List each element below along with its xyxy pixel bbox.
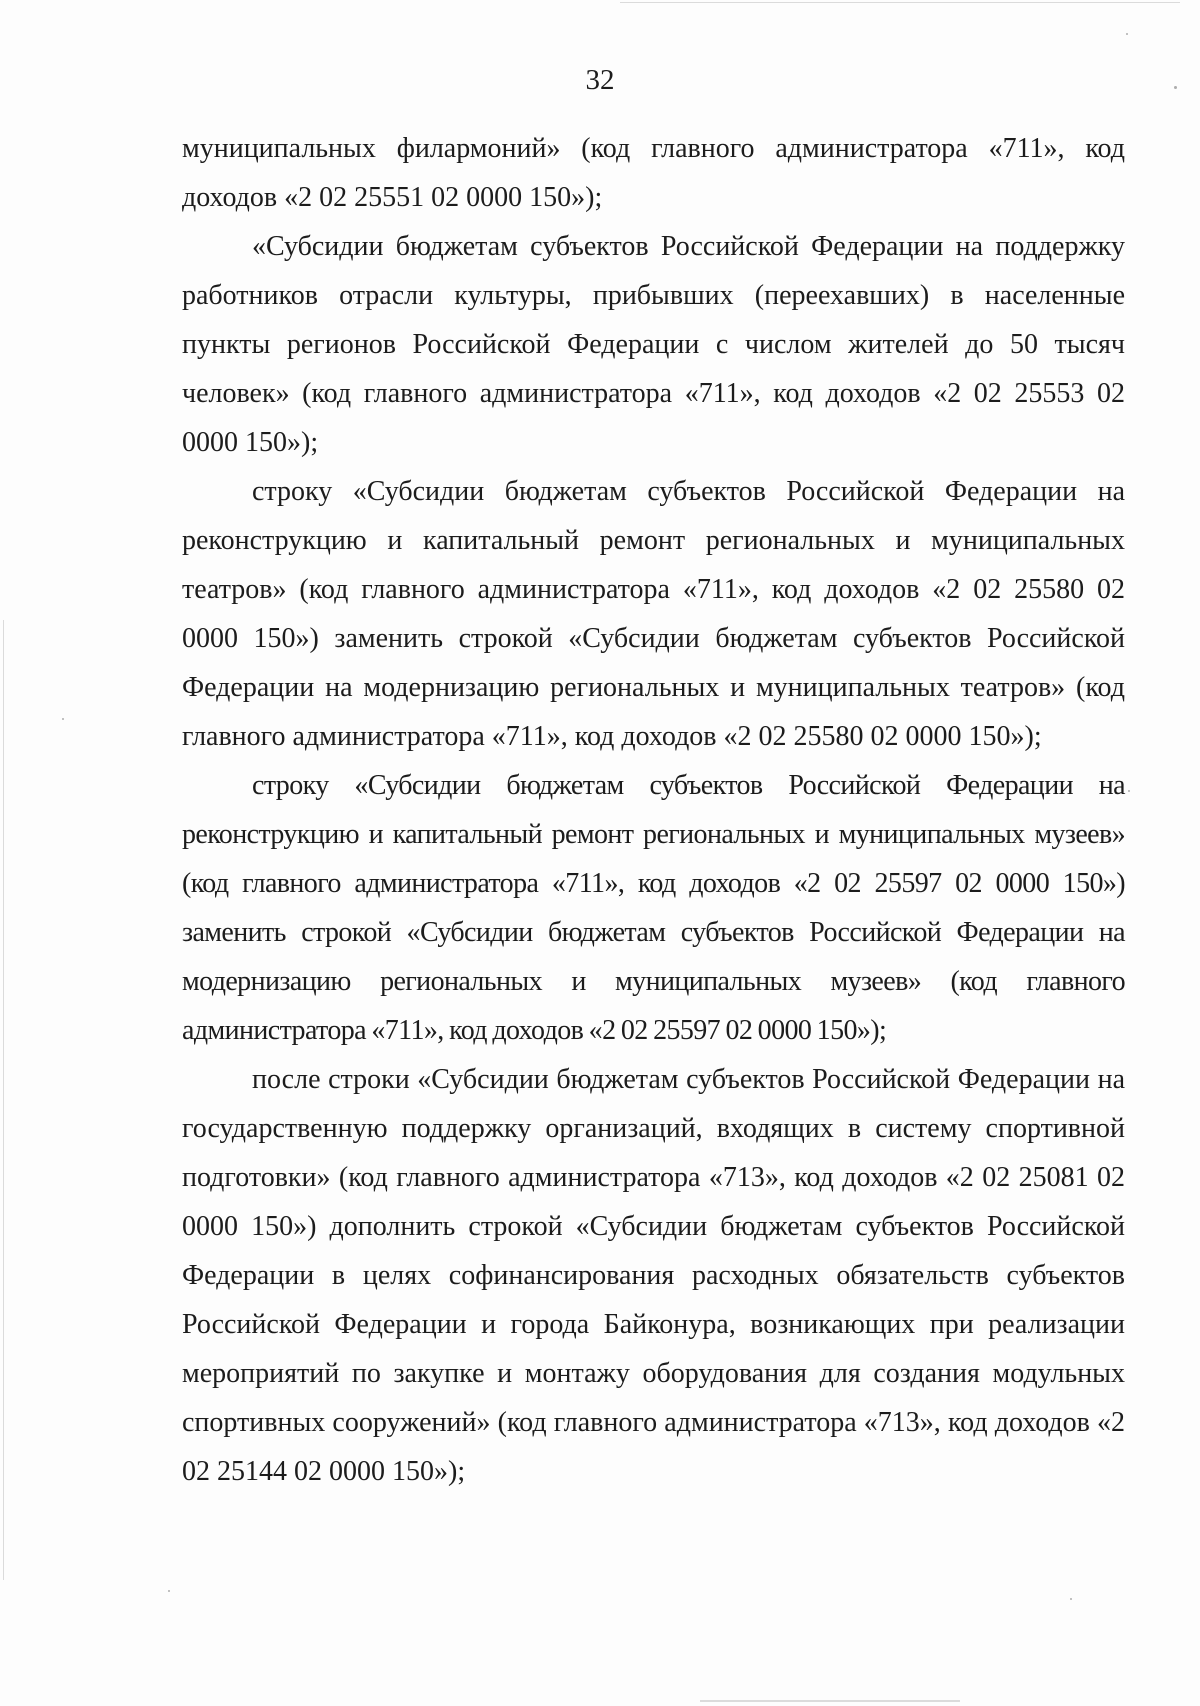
paragraph-continuation: муниципальных филармоний» (код главного администратора «711», код доходов «2 02 25551 02 0000 150»); bbox=[182, 133, 1125, 213]
scan-speck bbox=[168, 1590, 170, 1592]
scan-speck bbox=[1128, 790, 1130, 792]
paragraph-theatres-amendment: строку «Субсидии бюджетам субъектов Российской Федерации на реконструкцию и капитальный ремонт региональных и муниципальных театров» (код главного администратора «711», код доходов «2 02 25580 02 0000 150») заменить строкой «Субсидии бюджетам субъектов Российской Федерации на модернизацию региональных и муниципальных театров» (код главного администратора «711», код доходов «2 02 25580 02 0000 150»); bbox=[182, 476, 1125, 752]
scan-edge-left bbox=[3, 620, 4, 1580]
scan-edge-top bbox=[620, 2, 1180, 3]
scan-speck bbox=[1174, 86, 1177, 89]
paragraph-sports-facilities-addition: после строки «Субсидии бюджетам субъектов Российской Федерации на государственную поддержку организаций, входящих в систему спортивной подготовки» (код главного администратора «713», код доходов «2 02 25081 02 0000 150») дополнить строкой «Субсидии бюджетам субъектов Российской Федерации в целях софинансирования расходных обязательств субъектов Российской Федерации и города Байконура, возникающих при реализации мероприятий по закупке и монтажу оборудования для создания модульных спортивных сооружений» (код главного администратора «713», код доходов «2 02 25144 02 0000 150»); bbox=[182, 1064, 1125, 1487]
scan-speck bbox=[62, 718, 64, 720]
paragraph-museums-amendment: строку «Субсидии бюджетам субъектов Российской Федерации на реконструкцию и капитальный ремонт региональных и муниципальных музеев» (код главного администратора «711», код доходов «2 02 25597 02 0000 150») заменить строкой «Субсидии бюджетам субъектов Российской Федерации на модернизацию региональных и муниципальных музеев» (код главного администратора «711», код доходов «2 02 25597 02 0000 150»); bbox=[182, 770, 1125, 1046]
paragraph-culture-workers-subsidy: «Субсидии бюджетам субъектов Российской Федерации на поддержку работников отрасли культуры, прибывших (переехавших) в населенные пункты регионов Российской Федерации с числом жителей до 50 тысяч человек» (код главного администратора «711», код доходов «2 02 25553 02 0000 150»); bbox=[182, 231, 1125, 458]
scan-speck bbox=[1070, 1598, 1072, 1600]
page-number: 32 bbox=[585, 64, 615, 96]
scan-speck bbox=[1126, 33, 1128, 35]
scan-edge-bottom bbox=[700, 1700, 960, 1702]
document-body bbox=[182, 124, 1125, 1496]
